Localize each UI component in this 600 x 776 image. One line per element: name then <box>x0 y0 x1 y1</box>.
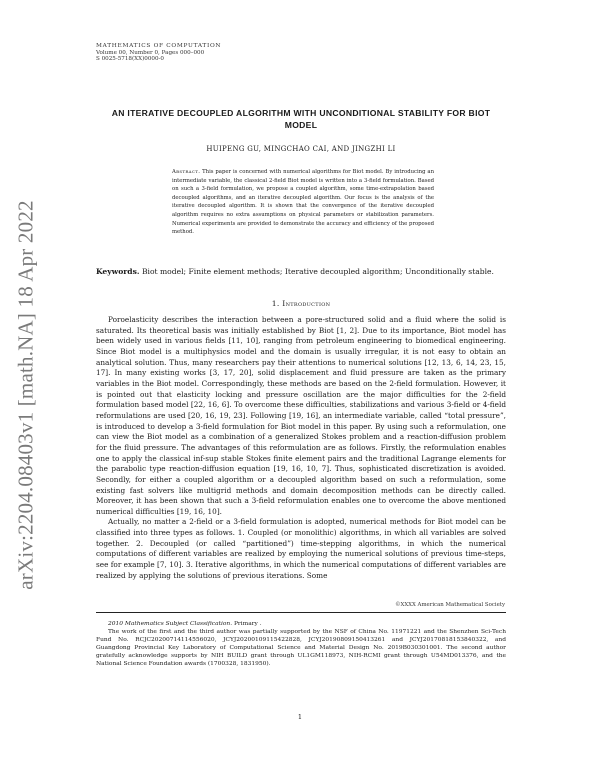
section-title: Introduction <box>282 299 331 308</box>
journal-volume: Volume 00, Number 0, Pages 000–000 <box>96 49 205 56</box>
funding-footnote: The work of the first and the third author was partially supported by the NSF of China No. 11971221 and the Shenzhen Sci-Tech Fund No. RCJC20200714114556020, JCYJ20200109115422828, JCYJ20190809150413261 and JCYJ20170818153840322, and Guangdong Provincial Key Laboratory of Computational Science and Material Design No. 2019B030301001. The second author gratefully acknowledge supports by NIH BUILD grant through UL1GM118973, NIH-RCMI grant through U54MD013376, and the National Science Foundation awards (1700328, 1831950). <box>96 629 506 668</box>
arxiv-identifier: arXiv:2204.08403v1 [math.NA] 18 Apr 2022 <box>13 200 38 590</box>
page-number: 1 <box>297 713 303 721</box>
msc-value: Primary . <box>233 621 262 627</box>
paragraph: Actually, no matter a 2-field or a 3-field formulation is adopted, numerical methods for Biot model can be classified into three types as follows. 1. Coupled (or monolithic) algorithms, in which all variables are solved together. 2. Decoupled (or called “partitioned”) time-stepping algorithms, in which the numerical computations of different variables are realized by employing the numerical solutions of previous time-steps, see for example [7, 10]. 3. Iterative algorithms, in which the numerical computations of different variables are realized by applying the solutions of previous iterations. Some <box>96 517 506 580</box>
section-heading <box>96 299 506 308</box>
keywords-text: Biot model; Finite element methods; Iterative decoupled algorithm; Unconditionally stable. <box>141 267 494 276</box>
section-number: 1. <box>271 299 280 308</box>
footnotes <box>96 620 506 669</box>
keywords-label: Keywords. <box>96 267 140 276</box>
journal-issn: S 0025-5718(XX)0000-0 <box>96 56 164 63</box>
msc-footnote <box>96 620 506 628</box>
journal-header <box>96 43 221 63</box>
paragraph: Poroelasticity describes the interaction between a pore-structured solid and a fluid where the solid is saturated. Its theoretical basis was initially established by Biot [1, 2]. Due to its importance, Biot model has been widely used in various fields [11, 10], ranging from petroleum engineering to biomedical engineering. Since Biot model is a multiphysics model and the domain is usually irregular, it is not easy to obtain an analytical solution. Thus, many researchers pay their attentions to numerical solutions [12, 13, 6, 14, 23, 15, 17]. In many existing works [3, 17, 20], solid displacement and fluid pressure are taken as the primary variables in the Biot model. Correspondingly, these methods are based on the 2-field formulation. However, it is pointed out that elasticity locking and pressure oscillation are the major difficulties for the 2-field formulation based model [22, 16, 6]. To overcome these difficulties, stabilizations and various 3-field or 4-field reformulations are used [20, 16, 19, 23]. Following [19, 16], an intermediate variable, called “total pressure”, is introduced to develop a 3-field formulation for Biot model in this paper. By using such a reformulation, one can view the Biot model as a combination of a generalized Stokes problem and a reaction-diffusion problem for the fluid pressure. The advantages of this reformulation are as follows. Firstly, the reformulation enables one to apply the classical inf-sup stable Stokes finite element pairs and the traditional Lagrange elements for the parabolic type reaction-diffusion equation [19, 16, 10, 7]. Thus, sophisticated discretization is avoided. Secondly, for either a coupled algorithm or a decoupled algorithm based on such a reformulation, some existing fast solvers like multigrid methods and domain decomposition methods can be directly called. Moreover, it has been shown that such a 3-field reformulation enables one to overcome the above mentioned numerical difficulties [19, 16, 10]. <box>96 315 506 516</box>
paper-title: AN ITERATIVE DECOUPLED ALGORITHM WITH UNCONDITIONAL STABILITY FOR BIOT MODEL <box>111 108 491 130</box>
abstract-text: This paper is concerned with numerical algorithms for Biot model. By introducing an intermediate variable, the classical 2-field Biot model is written into a 3-field formulation. Based on such a 3-field formulation, we propose a coupled algorithm, some time-extrapolation based decoupled algorithms, and an iterative decoupled algorithm. Our focus is the analysis of the iterative decoupled algorithm. It is shown that the convergence of the iterative decoupled algorithm requires no extra assumptions on physical parameters or stabilization parameters. Numerical experiments are provided to demonstrate the accuracy and efficiency of the proposed method. <box>172 169 434 236</box>
msc-label: 2010 Mathematics Subject Classification. <box>108 621 233 627</box>
abstract-label: Abstract. <box>172 169 201 175</box>
author-list: HUIPENG GU, MINGCHAO CAI, AND JINGZHI LI <box>206 145 396 153</box>
abstract <box>172 168 434 237</box>
footnote-rule <box>96 612 506 613</box>
body-text <box>96 315 506 581</box>
keywords <box>96 266 506 277</box>
journal-name: MATHEMATICS OF COMPUTATION <box>96 43 222 49</box>
arxiv-stamp <box>6 180 46 610</box>
copyright-notice: ©XXXX American Mathematical Society <box>395 602 505 608</box>
